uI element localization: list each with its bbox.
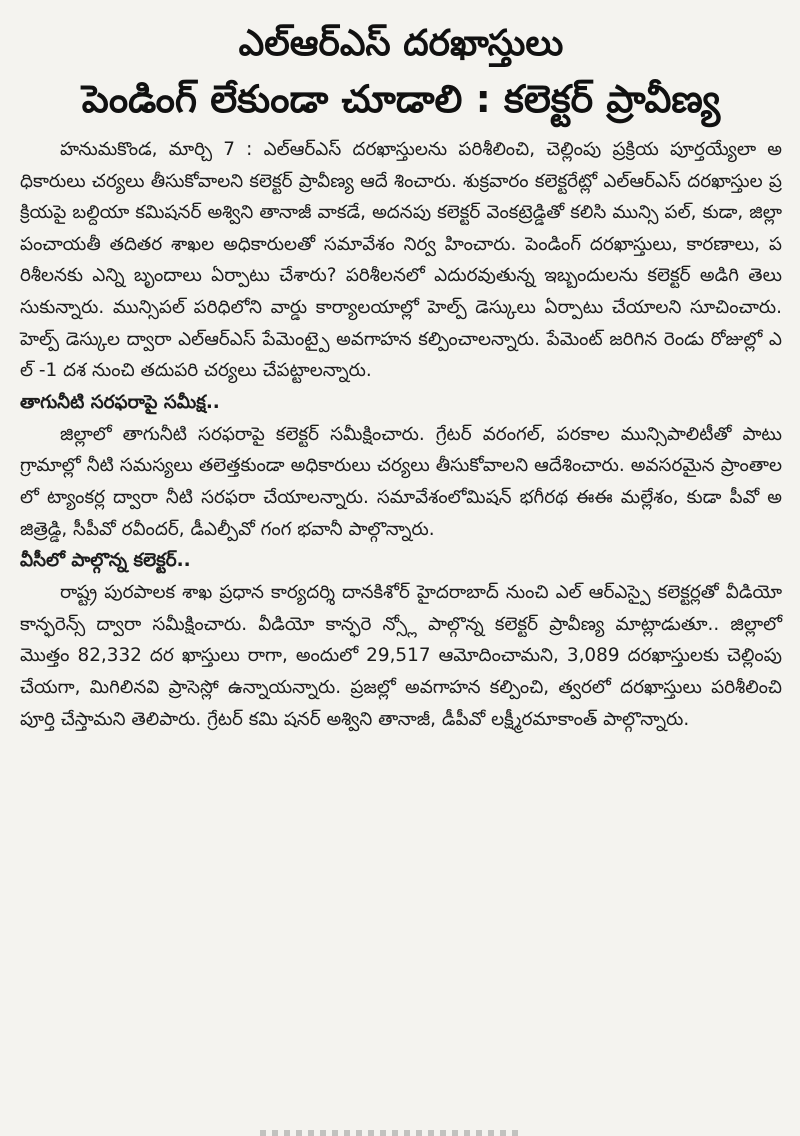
subheading-video-conference: వీసీలో పాల్గొన్న కలెక్టర్.. bbox=[20, 550, 191, 572]
cropped-text-edge bbox=[260, 1130, 520, 1136]
article-paragraph-2: జిల్లాలో తాగునీటి సరఫరాపై కలెక్టర్ సమీక్షించారు. గ్రేటర్ వరంగల్, పరకాల మున్సిపాలిటీతో పాటు గ్రామాల్లో నీటి సమస్యలు తలెత్తకుండా అధికారులు చర్యలు తీసుకోవాలని ఆదేశించారు. అవసరమైన ప్రాంతాలలో ట్యాంకర్ల ద్వారా నీటి సరఫరా చేయాలన్నారు. సమావేశంలోమిషన్ భగీరథ ఈఈ మల్లేశం, కుడా పీవో అజిత్రెడ్డి, సీపీవో రవీందర్, డీఎల్పీవో గంగ భవానీ పాల్గొన్నారు. bbox=[20, 423, 782, 540]
article-paragraph-1: హనుమకొండ, మార్చి 7 : ఎల్ఆర్ఎస్ దరఖాస్తులను పరిశీలించి, చెల్లింపు ప్రక్రియ పూర్తయ్యేలా అధికారులు చర్యలు తీసుకోవాలని కలెక్టర్ ప్రావీణ్య ఆదే శించారు. శుక్రవారం కలెక్టరేట్లో ఎల్ఆర్ఎస్ దరఖాస్తుల ప్రక్రియపై బల్దియా కమిషనర్ అశ్విని తానాజీ వాకడే, అదనపు కలెక్టర్ వెంకట్రెడ్డితో కలిసి మున్సి పల్, కుడా, జిల్లా పంచాయతీ తదితర శాఖల అధికారులతో సమావేశం నిర్వ హించారు. పెండింగ్ దరఖాస్తులు, కారణాలు, పరిశీలనకు ఎన్ని బృందాలు ఏర్పాటు చేశారు? పరిశీలనలో ఎదురవుతున్న ఇబ్బందులను కలెక్టర్ అడిగి తెలు సుకున్నారు. మున్సిపల్ పరిధిలోని వార్డు కార్యాలయాల్లో హెల్ప్ డెస్కులు ఏర్పాటు చేయాలని సూచించారు. హెల్ప్ డెస్కుల ద్వారా ఎల్ఆర్ఎస్ పేమెంట్పై అవగాహన కల్పించాలన్నారు. పేమెంట్ జరిగిన రెండు రోజుల్లో ఎల్ -1 దశ నుంచి తదుపరి చర్యలు చేపట్టాలన్నారు. bbox=[20, 139, 782, 382]
headline-line-1: ఎల్ఆర్ఎస్ దరఖాస్తులు bbox=[238, 23, 564, 64]
subheading-water-supply: తాగునీటి సరఫరాపై సమీక్ష.. bbox=[20, 391, 220, 413]
headline-line-2: పెండింగ్ లేకుండా చూడాలి : కలెక్టర్ ప్రావీణ్య bbox=[81, 77, 721, 121]
article-paragraph-3: రాష్ట్ర పురపాలక శాఖ ప్రధాన కార్యదర్శి దానకిశోర్ హైదరాబాద్ నుంచి ఎల్ ఆర్ఎస్పై కలెక్టర్లతో వీడియో కాన్ఫరెన్స్ ద్వారా సమీక్షించారు. వీడియో కాన్ఫరె న్స్లో పాల్గొన్న కలెక్టర్ ప్రావీణ్య మాట్లాడుతూ.. జిల్లాలో మొత్తం 82,332 దర ఖాస్తులు రాగా, అందులో 29,517 ఆమోదించామని, 3,089 దరఖాస్తులకు చెల్లింపు చేయగా, మిగిలినవి ప్రాసెస్లో ఉన్నాయన్నారు. ప్రజల్లో అవగాహన కల్పించి, త్వరలో దరఖాస్తులు పరిశీలించి పూర్తి చేస్తామని తెలిపారు. గ్రేటర్ కమి షనర్ అశ్విని తానాజీ, డీపీవో లక్ష్మీరమాకాంత్ పాల్గొన్నారు. bbox=[20, 582, 782, 730]
